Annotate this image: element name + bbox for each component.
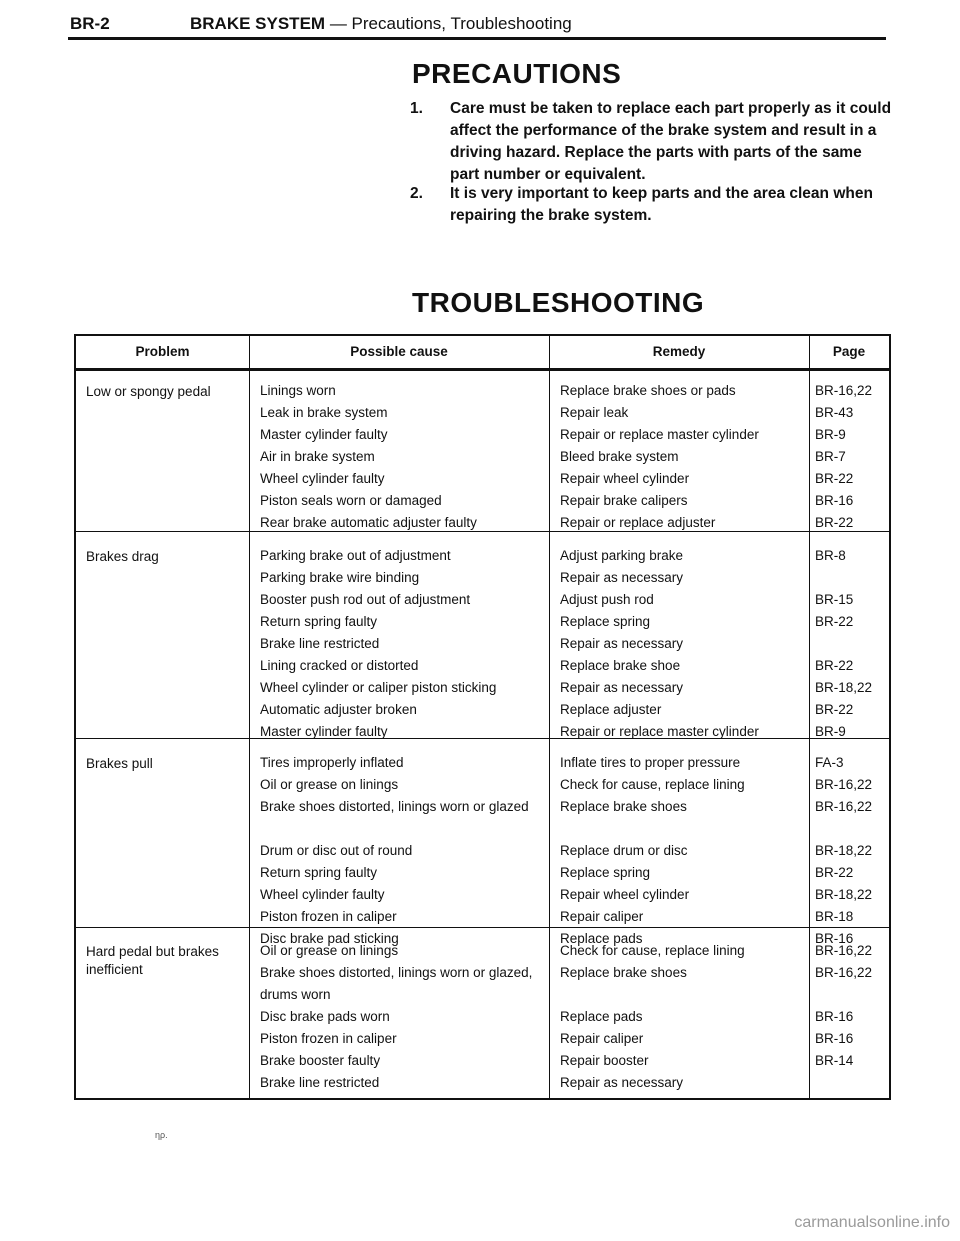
page-cell: BR-16,22 xyxy=(815,965,873,980)
group-divider xyxy=(76,531,889,532)
cause-cell: Piston frozen in caliper xyxy=(260,909,397,924)
page-cell: BR-18,22 xyxy=(815,843,873,858)
column-header-problem: Problem xyxy=(135,344,190,359)
troubleshooting-table xyxy=(74,334,891,1100)
page-cell: BR-16 xyxy=(815,493,854,508)
remedy-cell: Replace drum or disc xyxy=(560,843,688,858)
column-divider xyxy=(249,336,250,1098)
problem-cell: Low or spongy pedal xyxy=(86,384,211,399)
precaution-item xyxy=(410,183,890,229)
remedy-cell: Repair caliper xyxy=(560,909,644,924)
cause-cell: Piston frozen in caliper xyxy=(260,1031,397,1046)
page-cell: BR-16 xyxy=(815,1031,854,1046)
remedy-cell: Replace brake shoes or pads xyxy=(560,383,736,398)
header-title xyxy=(190,14,572,34)
page-cell: BR-9 xyxy=(815,724,846,739)
column-header-remedy: Remedy xyxy=(652,344,706,359)
cause-cell: Leak in brake system xyxy=(260,405,388,420)
cause-cell: Disc brake pads worn xyxy=(260,1009,390,1024)
page-cell: BR-16 xyxy=(815,931,854,946)
troubleshooting-heading: TROUBLESHOOTING xyxy=(412,287,705,318)
cause-cell: Oil or grease on linings xyxy=(260,777,399,792)
page-cell: BR-22 xyxy=(815,515,854,530)
cause-cell: Oil or grease on linings xyxy=(260,943,399,958)
page-cell: BR-7 xyxy=(815,449,846,464)
problem-cell: Brakes drag xyxy=(86,549,159,564)
page-cell: BR-9 xyxy=(815,427,846,442)
group-divider xyxy=(76,927,889,928)
remedy-cell: Replace spring xyxy=(560,865,651,880)
cause-cell: Disc brake pad sticking xyxy=(260,931,399,946)
page-cell: BR-16,22 xyxy=(815,943,873,958)
page-cell: BR-43 xyxy=(815,405,854,420)
remedy-cell: Repair or replace master cylinder xyxy=(560,427,759,442)
page-cell: BR-22 xyxy=(815,471,854,486)
remedy-cell: Replace spring xyxy=(560,614,651,629)
precautions-heading: PRECAUTIONS xyxy=(412,58,622,89)
cause-cell: Rear brake automatic adjuster faulty xyxy=(260,515,477,530)
remedy-cell: Repair or replace master cylinder xyxy=(560,724,759,739)
remedy-cell: Repair wheel cylinder xyxy=(560,471,690,486)
remedy-cell: Repair as necessary xyxy=(560,570,684,585)
remedy-cell: Replace brake shoes xyxy=(560,799,687,814)
page-cell: BR-22 xyxy=(815,865,854,880)
cause-cell: Wheel cylinder faulty xyxy=(260,887,385,902)
remedy-cell: Bleed brake system xyxy=(560,449,679,464)
remedy-cell: Repair brake calipers xyxy=(560,493,688,508)
page-cell: BR-18,22 xyxy=(815,887,873,902)
page-cell: BR-16,22 xyxy=(815,777,873,792)
cause-cell: Master cylinder faulty xyxy=(260,427,388,442)
column-divider xyxy=(809,336,810,1098)
cause-cell: Booster push rod out of adjustment xyxy=(260,592,471,607)
remedy-cell: Adjust parking brake xyxy=(560,548,684,563)
remedy-cell: Repair as necessary xyxy=(560,636,684,651)
remedy-cell: Check for cause, replace lining xyxy=(560,777,745,792)
page-cell: BR-8 xyxy=(815,548,846,563)
cause-cell: Parking brake wire binding xyxy=(260,570,420,585)
cause-cell: Wheel cylinder faulty xyxy=(260,471,385,486)
cause-cell: Lining cracked or distorted xyxy=(260,658,419,673)
footnote-mark: ηρ. xyxy=(155,1130,168,1140)
cause-cell: Brake shoes distorted, linings worn or glazed xyxy=(260,799,529,814)
watermark: carmanualsonline.info xyxy=(794,1214,950,1231)
remedy-cell: Repair booster xyxy=(560,1053,649,1068)
remedy-cell: Replace pads xyxy=(560,931,643,946)
remedy-cell: Replace pads xyxy=(560,1009,643,1024)
page-cell: BR-18 xyxy=(815,909,854,924)
precaution-text: Care must be taken to replace each part properly as it could affect the performance of the brake system and result in a driving hazard. Replace the parts with parts of the same part number or equivalent. xyxy=(450,100,892,183)
remedy-cell: Inflate tires to proper pressure xyxy=(560,755,741,770)
cause-cell: Piston seals worn or damaged xyxy=(260,493,442,508)
page-cell: BR-14 xyxy=(815,1053,854,1068)
cause-cell: Automatic adjuster broken xyxy=(260,702,417,717)
problem-cell: Hard pedal but brakes inefficient xyxy=(86,944,219,977)
page-cell: FA-3 xyxy=(815,755,844,770)
cause-cell: Air in brake system xyxy=(260,449,375,464)
cause-cell: Wheel cylinder or caliper piston sticking xyxy=(260,680,497,695)
page-cell: BR-16,22 xyxy=(815,383,873,398)
remedy-cell: Check for cause, replace lining xyxy=(560,943,745,958)
cause-cell: Master cylinder faulty xyxy=(260,724,388,739)
cause-cell: Drum or disc out of round xyxy=(260,843,413,858)
problem-cell: Brakes pull xyxy=(86,756,153,771)
column-header-cause: Possible cause xyxy=(350,344,448,359)
cause-cell: Brake shoes distorted, linings worn or glazed, drums worn xyxy=(260,965,533,1002)
remedy-cell: Replace brake shoes xyxy=(560,965,687,980)
page-cell: BR-16 xyxy=(815,1009,854,1024)
page-code: BR-2 xyxy=(70,14,110,33)
column-header-page: Page xyxy=(832,344,866,359)
page-cell: BR-22 xyxy=(815,614,854,629)
cause-cell: Brake line restricted xyxy=(260,636,380,651)
cause-cell: Linings worn xyxy=(260,383,336,398)
remedy-cell: Repair as necessary xyxy=(560,1075,684,1090)
cause-cell: Tires improperly inflated xyxy=(260,755,404,770)
remedy-cell: Replace brake shoe xyxy=(560,658,681,673)
section-name: BRAKE SYSTEM xyxy=(190,14,326,33)
section-subtitle: — Precautions, Troubleshooting xyxy=(329,14,572,33)
remedy-cell: Repair leak xyxy=(560,405,629,420)
remedy-cell: Repair or replace adjuster xyxy=(560,515,716,530)
precaution-item xyxy=(410,98,890,188)
precaution-number: 1. xyxy=(410,100,423,117)
cause-cell: Parking brake out of adjustment xyxy=(260,548,451,563)
page-cell: BR-16,22 xyxy=(815,799,873,814)
cause-cell: Return spring faulty xyxy=(260,614,378,629)
cause-cell: Brake booster faulty xyxy=(260,1053,381,1068)
precaution-text: It is very important to keep parts and the area clean when repairing the brake system. xyxy=(450,185,873,224)
remedy-cell: Repair caliper xyxy=(560,1031,644,1046)
page-cell: BR-22 xyxy=(815,702,854,717)
page-cell: BR-15 xyxy=(815,592,854,607)
page-cell: BR-18,22 xyxy=(815,680,873,695)
cause-cell: Brake line restricted xyxy=(260,1075,380,1090)
remedy-cell: Replace adjuster xyxy=(560,702,662,717)
remedy-cell: Adjust push rod xyxy=(560,592,654,607)
header-divider xyxy=(76,368,889,371)
remedy-cell: Repair wheel cylinder xyxy=(560,887,690,902)
cause-cell: Return spring faulty xyxy=(260,865,378,880)
precaution-number: 2. xyxy=(410,185,423,202)
remedy-cell: Repair as necessary xyxy=(560,680,684,695)
page-cell: BR-22 xyxy=(815,658,854,673)
header-rule xyxy=(68,37,886,40)
column-divider xyxy=(549,336,550,1098)
